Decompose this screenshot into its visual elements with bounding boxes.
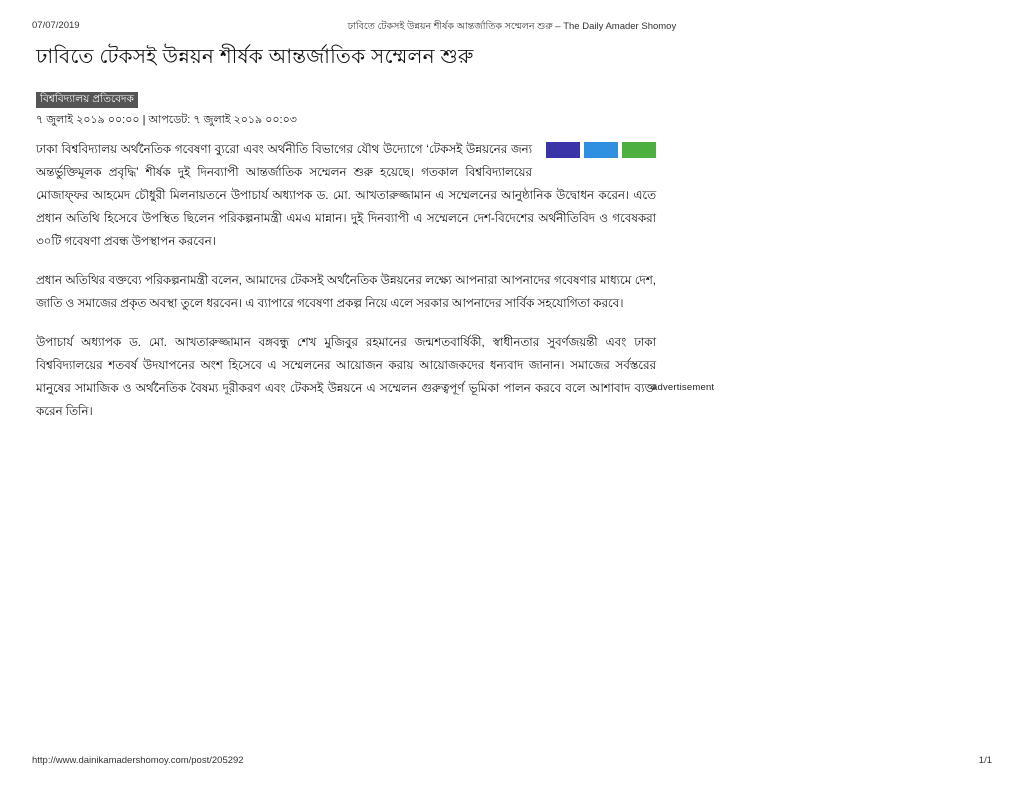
article-paragraph: ঢাকা বিশ্ববিদ্যালয় অর্থনৈতিক গবেষণা ব্যুরো এবং অর্থনীতি বিভাগের যৌথ উদ্যোগে ‘টেকসই উন্নয়নের জন্য অন্তর্ভুক্তিমূলক প্রবৃদ্ধি’ শীর্ষক দুই দিনব্যাপী আন্তর্জাতিক সম্মেলন শুরু হয়েছে। গতকাল বিশ্ববিদ্যালয়ের মোজাফ্ফর আহমেদ চৌধুরী মিলনায়তনে উপাচার্য অধ্যাপক ড. মো. আখতারুজ্জামান এ সম্মেলনের আনুষ্ঠানিক উদ্বোধন করেন। এতে প্রধান অতিথি হিসেবে উপস্থিত ছিলেন পরিকল্পনামন্ত্রী এমএ মান্নান। দুই দিনব্যাপী এ সম্মেলনে দেশ-বিদেশের অর্থনীতিবিদ ও গবেষকরা ৩০টি গবেষণা প্রবন্ধ উপস্থাপন করবেন। (36, 141, 656, 248)
ad-swatch-2 (584, 142, 618, 158)
article-timestamp: ৭ জুলাই ২০১৯ ০০:০০ | আপডেট: ৭ জুলাই ২০১৯ ০০:০৩ (36, 113, 297, 126)
article (36, 44, 656, 439)
advertisement-banner[interactable] (546, 142, 656, 168)
print-date: 07/07/2019 (32, 20, 80, 31)
source-url[interactable]: http://www.dainikamadershomoy.com/post/205292 (32, 755, 244, 766)
article-paragraph: উপাচার্য অধ্যাপক ড. মো. আখতারুজ্জামান বঙ্গবন্ধু শেখ মুজিবুর রহমানের জন্মশতবার্ষিকী, স্বাধীনতার সুবর্ণজয়ন্তী এবং ঢাকা বিশ্ববিদ্যালয়ের শতবর্ষ উদযাপনের অংশ হিসেবে এ সম্মেলনের আয়োজন করায় আয়োজকদের ধন্যবাদ জানান। সমাজের সর্বস্তরের মানুষের সামাজিক ও অর্থনৈতিক বৈষম্য দূরীকরণ এবং টেকসই উন্নয়নে এ সম্মেলন গুরুত্বপূর্ণ ভূমিকা পালন করবে বলে আশাবাদ ব্যক্ত করেন তিনি। (36, 334, 656, 418)
article-body (36, 138, 656, 423)
print-footer (32, 755, 992, 769)
article-paragraph: প্রধান অতিথির বক্তব্যে পরিকল্পনামন্ত্রী বলেন, আমাদের টেকসই অর্থনৈতিক উন্নয়নের লক্ষ্যে আপনারা আপনাদের গবেষণার মাধ্যমে দেশ, জাতি ও সমাজের প্রকৃত অবস্থা তুলে ধরবেন। এ ব্যাপারে গবেষণা প্রকল্প নিয়ে এলে সরকার আপনাদের সার্বিক সহযোগিতা করবে। (36, 272, 656, 310)
print-header (32, 20, 992, 34)
ad-swatch-1 (546, 142, 580, 158)
byline: বিশ্ববিদ্যালয় প্রতিবেদক (36, 92, 138, 108)
ad-swatch-3 (622, 142, 656, 158)
document-title: ঢাবিতে টেকসই উন্নয়ন শীর্ষক আন্তর্জাতিক সম্মেলন শুরু – The Daily Amader Shomoy (347, 21, 677, 32)
page-indicator: 1/1 (978, 755, 992, 766)
advertisement-label: advertisement (652, 382, 715, 393)
page-title: ঢাবিতে টেকসই উন্নয়ন শীর্ষক আন্তর্জাতিক সম্মেলন শুরু (36, 46, 474, 68)
